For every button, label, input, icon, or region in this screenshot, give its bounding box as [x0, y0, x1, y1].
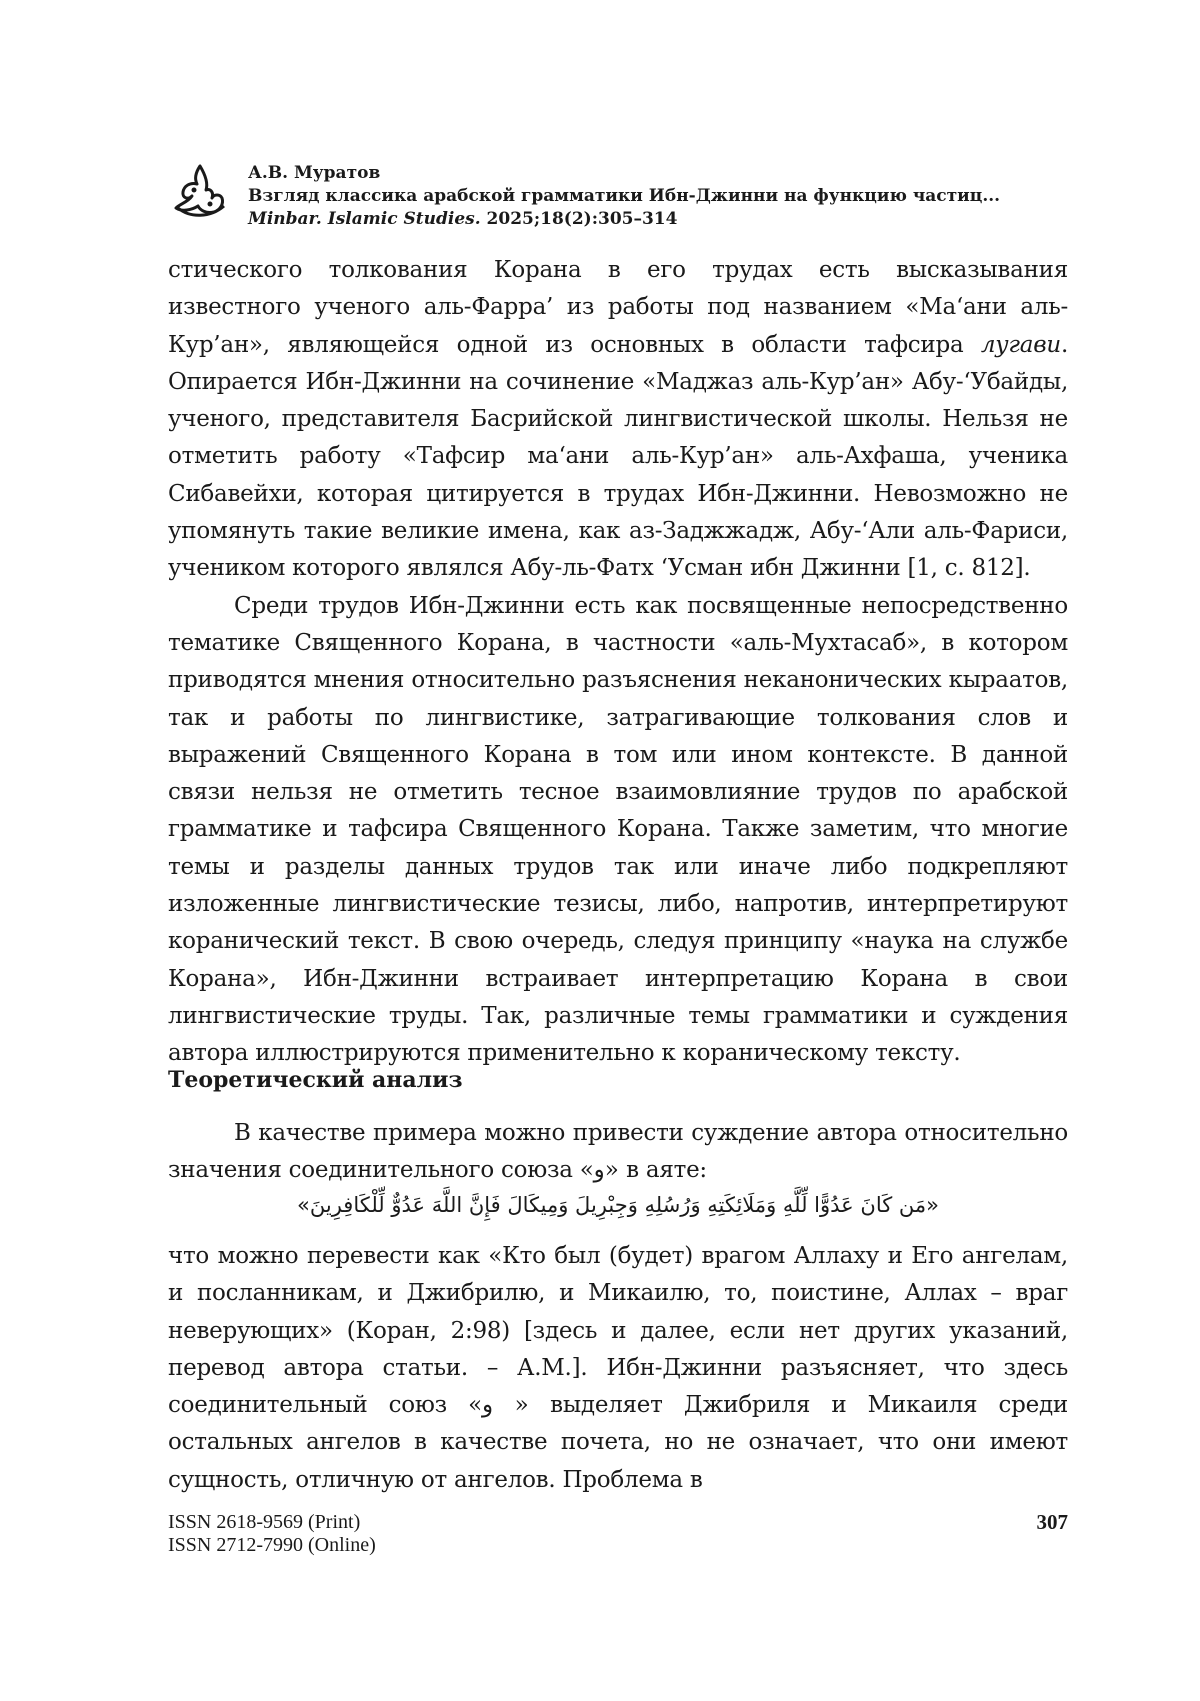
issn-online: ISSN 2712-7990 (Online) — [168, 1534, 376, 1556]
paragraph-1-rest: . Опирается Ибн-Джинни на сочинение «Маджаз аль-Кур’ан» Абу-‘Убайды, ученого, представителя Басрийской лингвистической школы. Нельзя не отметить работу «Тафсир ма‘ани аль-Кур’ан» аль-Ахфаша, ученика Сибавейхи, которая цитируется в трудах Ибн-Джинни. Невозможно не упомянуть такие великие имена, как аз-Заджжадж, Абу-‘Али аль-Фариси, учеником которого являлся Абу-ль-Фатх ‘Усман ибн Джинни [1, с. 812]. — [168, 331, 1068, 582]
page-number: 307 — [1036, 1510, 1068, 1534]
paragraph-2: Среди трудов Ибн-Джинни есть как посвященные непосредственно тематике Священного Корана, в частности «аль-Мухтасаб», в котором приводятся мнения относительно разъяснения неканонических кыраатов, так и работы по лингвистике, затрагивающие толкования слов и выражений Священного Корана в том или ином контексте. В данной связи нельзя не отметить тесное взаимовлияние трудов по арабской грамматике и тафсира Священного Корана. Также заметим, что многие темы и разделы данных трудов так или иначе либо подкрепляют изложенные лингвистические тезисы, либо, напротив, интерпретируют коранический текст. В свою очередь, следуя принципу «наука на службе Корана», Ибн-Джинни встраивает интерпретацию Корана в свои лингвистические труды. Так, различные темы грамматики и суждения автора иллюстрируются применительно к кораническому тексту. — [168, 592, 1068, 1067]
section-heading: Теоретический анализ — [168, 1067, 463, 1093]
article-body-2 — [168, 1115, 1068, 1190]
footer-issn — [168, 1511, 376, 1557]
running-head — [248, 162, 1068, 231]
paragraph-3: В качестве примера можно привести суждение автора относительно значения соединительного союза «و» в аяте: — [168, 1120, 1068, 1184]
running-head-author: А.В. Муратов — [248, 163, 381, 183]
running-head-title: Взгляд классика арабской грамматики Ибн-Джинни на функцию частиц... — [248, 186, 1001, 206]
paragraph-1 — [168, 252, 1068, 588]
citation-numbers: 2025;18(2):305–314 — [486, 209, 678, 229]
article-body — [168, 252, 1068, 1073]
paragraph-4: что можно перевести как «Кто был (будет) врагом Аллаху и Его ангелам, и посланникам, и Джибрилю, и Микаилю, то, поистине, Аллах – враг неверующих» (Коран, 2:98) [здесь и далее, если нет других указаний, перевод автора статьи. – А.М.]. Ибн-Джинни разъясняет, что здесь соединительный союз «و » выделяет Джибриля и Микаиля среди остальных ангелов в качестве почета, но не означает, что они имеют сущность, отличную от ангелов. Проблема в — [168, 1243, 1068, 1493]
journal-logo-icon — [170, 162, 228, 222]
article-body-3 — [168, 1238, 1068, 1499]
italic-term: лугави — [980, 331, 1061, 358]
paragraph-1-text: стического толкования Корана в его трудах есть высказывания известного ученого аль-Фарра’ из работы под названием «Ма‘ани аль-Кур’ан», являющейся одной из основных в области тафсира — [168, 257, 1068, 358]
running-head-citation — [248, 208, 1068, 231]
issn-print: ISSN 2618-9569 (Print) — [168, 1511, 361, 1533]
journal-name: Minbar. Islamic Studies. — [248, 209, 481, 229]
arabic-verse: «مَن كَانَ عَدُوًّا لِّلَّهِ وَمَلَائِكَتِهِ وَرُسُلِهِ وَجِبْرِيلَ وَمِيكَالَ فَإِنَّ اللَّهَ عَدُوٌّ لِّلْكَافِرِينَ» — [297, 1193, 939, 1217]
